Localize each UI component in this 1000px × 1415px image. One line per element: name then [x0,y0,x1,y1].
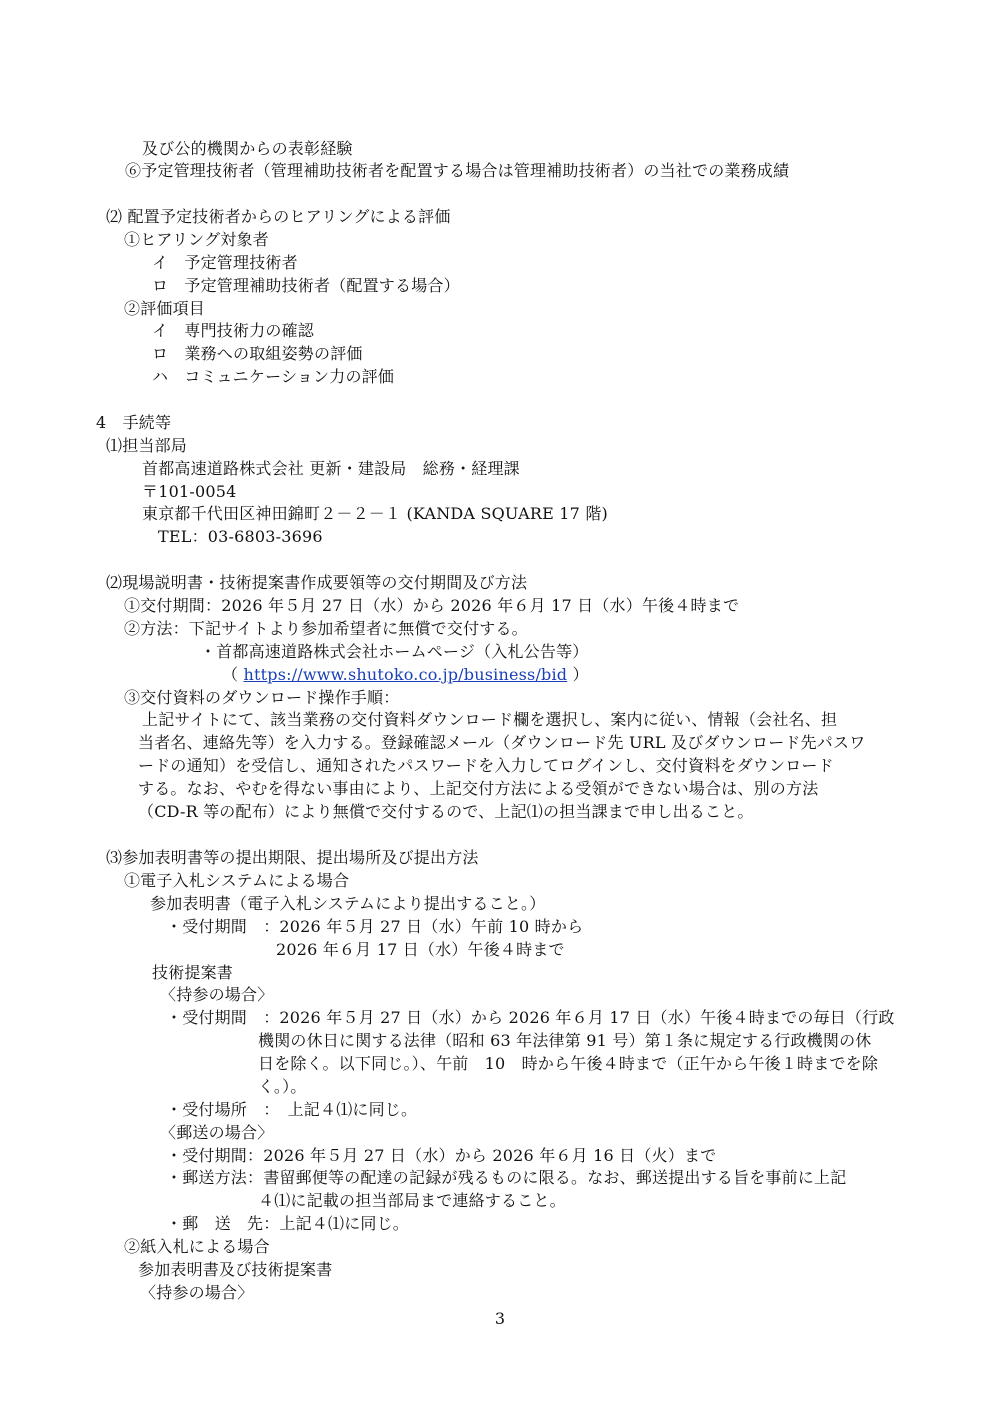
distribution-url-line [222,664,589,686]
paper-heading: ②紙入札による場合 [124,1237,270,1256]
application-form: 参加表明書（電子入札システムにより提出すること。） [150,894,546,913]
hearing-item-ha: ハ コミュニケーション力の評価 [152,367,395,386]
distribution-heading: ⑵現場説明書・技術提案書作成要領等の交付期間及び方法 [106,573,528,592]
hand-period-line-4: く。）。 [258,1077,307,1096]
download-text-line-4: する。なお、やむを得ない事由により、上記交付方法による受領ができない場合は、別の方法 [138,779,819,798]
hearing-item-ro: ロ 業務への取組姿勢の評価 [152,344,363,363]
application-period-line-1: ・受付期間 ：2026 年５月 27 日（水）午前 10 時から [166,917,584,936]
by-mail-heading: 〈郵送の場合〉 [160,1123,274,1142]
work-record-item: ⑥予定管理技術者（管理補助技術者を配置する場合は管理補助技術者）の当社での業務成績 [125,161,790,180]
hand-period-line-3: 日を除く。以下同じ。）、午前 10 時から午後４時まで（正午から午後１時までを除 [258,1054,879,1073]
hearing-target-i: イ 予定管理技術者 [152,253,298,272]
hand-period-line-2: 機関の休日に関する法律（昭和 63 年法律第 91 号）第１条に規定する行政機関の休 [258,1031,872,1050]
hearing-targets-heading: ①ヒアリング対象者 [124,230,269,249]
procedures-heading: 4 手続等 [96,413,172,432]
mail-method-line-1: ・郵送方法：書留郵便等の配達の記録が残るものに限る。なお、郵送提出する旨を事前に上記 [166,1168,847,1187]
hearing-target-ro: ロ 予定管理補助技術者（配置する場合） [152,276,460,295]
telephone: TEL：03-6803-3696 [158,527,323,546]
page-number: 3 [494,1309,506,1328]
download-text-line-3: ードの通知）を受信し、通知されたパスワードを入力してログインし、交付資料をダウンロード [138,756,834,775]
mail-period: ・受付期間：2026 年５月 27 日（水）から 2026 年６月 16 日（火）まで [166,1146,717,1165]
postal-code: 〒101-0054 [142,482,237,501]
hand-place: ・受付場所 ： 上記４⑴に同じ。 [166,1100,418,1119]
distribution-period: ①交付期間：2026 年５月 27 日（水）から 2026 年６月 17 日（水）午後４時まで [124,596,740,615]
download-text-line-5: （CD-R 等の配布）により無償で交付するので、上記⑴の担当課まで申し出ること。 [138,802,754,821]
hearing-heading: ⑵ 配置予定技術者からのヒアリングによる評価 [106,207,451,226]
mail-method-line-2: ４⑴に記載の担当部局まで連絡すること。 [258,1191,566,1210]
dept-heading: ⑴担当部局 [106,436,188,455]
application-period-line-2: 2026 年６月 17 日（水）午後４時まで [276,940,565,959]
proposal-heading: 技術提案書 [152,963,234,982]
award-experience-line: 及び公的機関からの表彰経験 [142,139,353,158]
url-open-paren: （ [222,665,239,684]
submission-heading: ⑶参加表明書等の提出期限、提出場所及び提出方法 [106,848,479,867]
download-heading: ③交付資料のダウンロード操作手順： [124,688,400,707]
hearing-item-i: イ 専門技術力の確認 [152,321,315,340]
distribution-site: ・首都高速道路株式会社ホームページ（入札公告等） [200,642,589,661]
by-hand-heading: 〈持参の場合〉 [160,985,274,1004]
address: 東京都千代田区神田錦町２－２－１ (KANDA SQUARE 17 階) [142,504,608,523]
hand-period-line-1: ・受付期間 ：2026 年５月 27 日（水）から 2026 年６月 17 日（水）午後４時までの毎日（行政 [166,1008,895,1027]
paper-documents: 参加表明書及び技術提案書 [138,1260,333,1279]
url-close-paren: ） [572,665,589,684]
download-text-line-2: 当者名、連絡先等）を入力する。登録確認メール（ダウンロード先 URL 及びダウンロード先パスワ [138,733,866,752]
mail-destination: ・郵 送 先：上記４⑴に同じ。 [166,1214,410,1233]
electronic-heading: ①電子入札システムによる場合 [124,871,350,890]
hearing-items-heading: ②評価項目 [124,299,206,318]
download-text-line-1: 上記サイトにて、該当業務の交付資料ダウンロード欄を選択し、案内に従い、情報（会社名、担 [142,710,838,729]
distribution-method: ②方法：下記サイトより参加希望者に無償で交付する。 [124,619,528,638]
dept-name: 首都高速道路株式会社 更新・建設局 総務・経理課 [142,459,520,478]
bid-site-link[interactable]: https://www.shutoko.co.jp/business/bid [243,665,568,684]
paper-by-hand-heading: 〈持参の場合〉 [140,1283,254,1302]
